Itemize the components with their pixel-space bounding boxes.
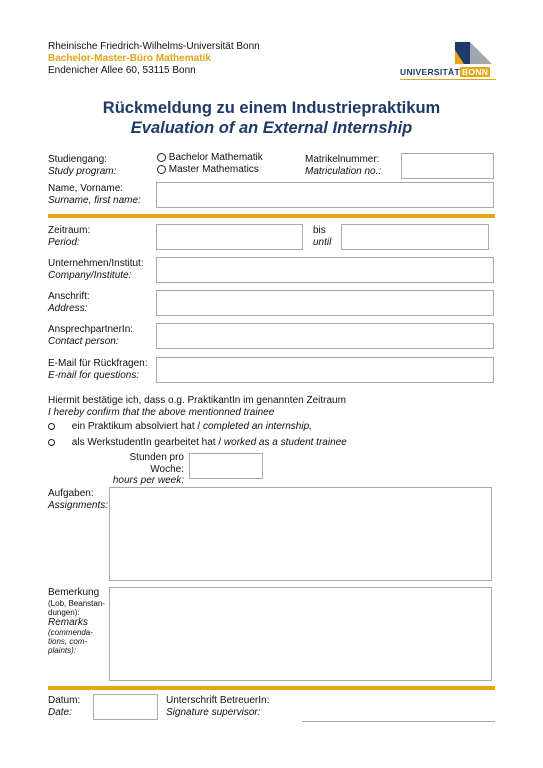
office-address: Endenicher Allee 60, 53115 Bonn <box>48 65 196 76</box>
company-label: Unternehmen/Institut: Company/Institute: <box>48 258 144 281</box>
name-label: Name, Vorname: Surname, first name: <box>48 183 141 206</box>
period-end-field[interactable] <box>341 224 489 250</box>
option-master[interactable] <box>157 164 259 176</box>
company-field[interactable] <box>156 257 494 283</box>
matriculation-field[interactable] <box>401 153 494 179</box>
contact-label: AnsprechpartnerIn: Contact person: <box>48 324 134 347</box>
radio-student-trainee-icon[interactable] <box>48 439 55 446</box>
option-master-label: Master Mathematics <box>168 164 259 175</box>
name-field[interactable] <box>156 182 494 208</box>
remarks-field[interactable] <box>109 587 492 681</box>
study-program-label: Studiengang: Study program: <box>48 154 117 177</box>
footer-divider <box>48 686 495 690</box>
title-english: Evaluation of an External Internship <box>130 119 413 137</box>
option-student-trainee[interactable]: als WerkstudentIn gearbeitet hat / worked as a student trainee <box>48 437 347 449</box>
signature-line[interactable] <box>302 721 495 722</box>
radio-master-icon[interactable] <box>157 165 166 174</box>
confirmation-text: Hiermit bestätige ich, dass o.g. PraktikantIn im genannten Zeitraum I hereby confirm that the above mentionned trainee <box>48 395 346 418</box>
address-label: Anschrift: Address: <box>48 291 90 314</box>
option-bachelor[interactable] <box>157 152 263 164</box>
logo-word-bonn: BONN <box>461 67 489 77</box>
date-field[interactable] <box>93 694 158 720</box>
address-field[interactable] <box>156 290 494 316</box>
email-label: E-Mail für Rückfragen: E-mail for questions: <box>48 358 148 381</box>
matriculation-label: Matrikelnummer: Matriculation no.: <box>305 154 382 177</box>
remarks-label: Bemerkung (Lob, Beanstan-dungen): Remarks (commenda-tions, com-plaints): <box>48 587 105 655</box>
option-bachelor-label: Bachelor Mathematik <box>168 152 263 163</box>
university-logo <box>400 40 496 80</box>
radio-bachelor-icon[interactable] <box>157 153 166 162</box>
radio-internship-icon[interactable] <box>48 423 55 430</box>
period-label: Zeitraum: Period: <box>48 225 91 248</box>
assignments-field[interactable] <box>109 487 492 581</box>
signature-label: Unterschrift BetreuerIn: Signature supervisor: <box>166 695 270 718</box>
section-divider <box>48 214 495 218</box>
email-field[interactable] <box>156 357 494 383</box>
logo-graphic-icon <box>440 40 496 68</box>
hours-field[interactable] <box>189 453 263 479</box>
hours-label: Stunden pro Woche: hours per week: <box>112 452 184 486</box>
university-name: Rheinische Friedrich-Wilhelms-Universität Bonn <box>48 41 260 52</box>
period-start-field[interactable] <box>156 224 303 250</box>
option-internship[interactable]: ein Praktikum absolviert hat / completed an internship, <box>48 421 312 433</box>
date-label: Datum: Date: <box>48 695 81 718</box>
office-name: Bachelor-Master-Büro Mathematik <box>48 53 211 64</box>
title-german: Rückmeldung zu einem Industriepraktikum <box>102 99 441 117</box>
assignments-label: Aufgaben: Assignments: <box>48 488 109 511</box>
logo-word-universitaet: UNIVERSITÄT <box>400 67 460 77</box>
contact-field[interactable] <box>156 323 494 349</box>
until-label: bis until <box>313 225 332 248</box>
